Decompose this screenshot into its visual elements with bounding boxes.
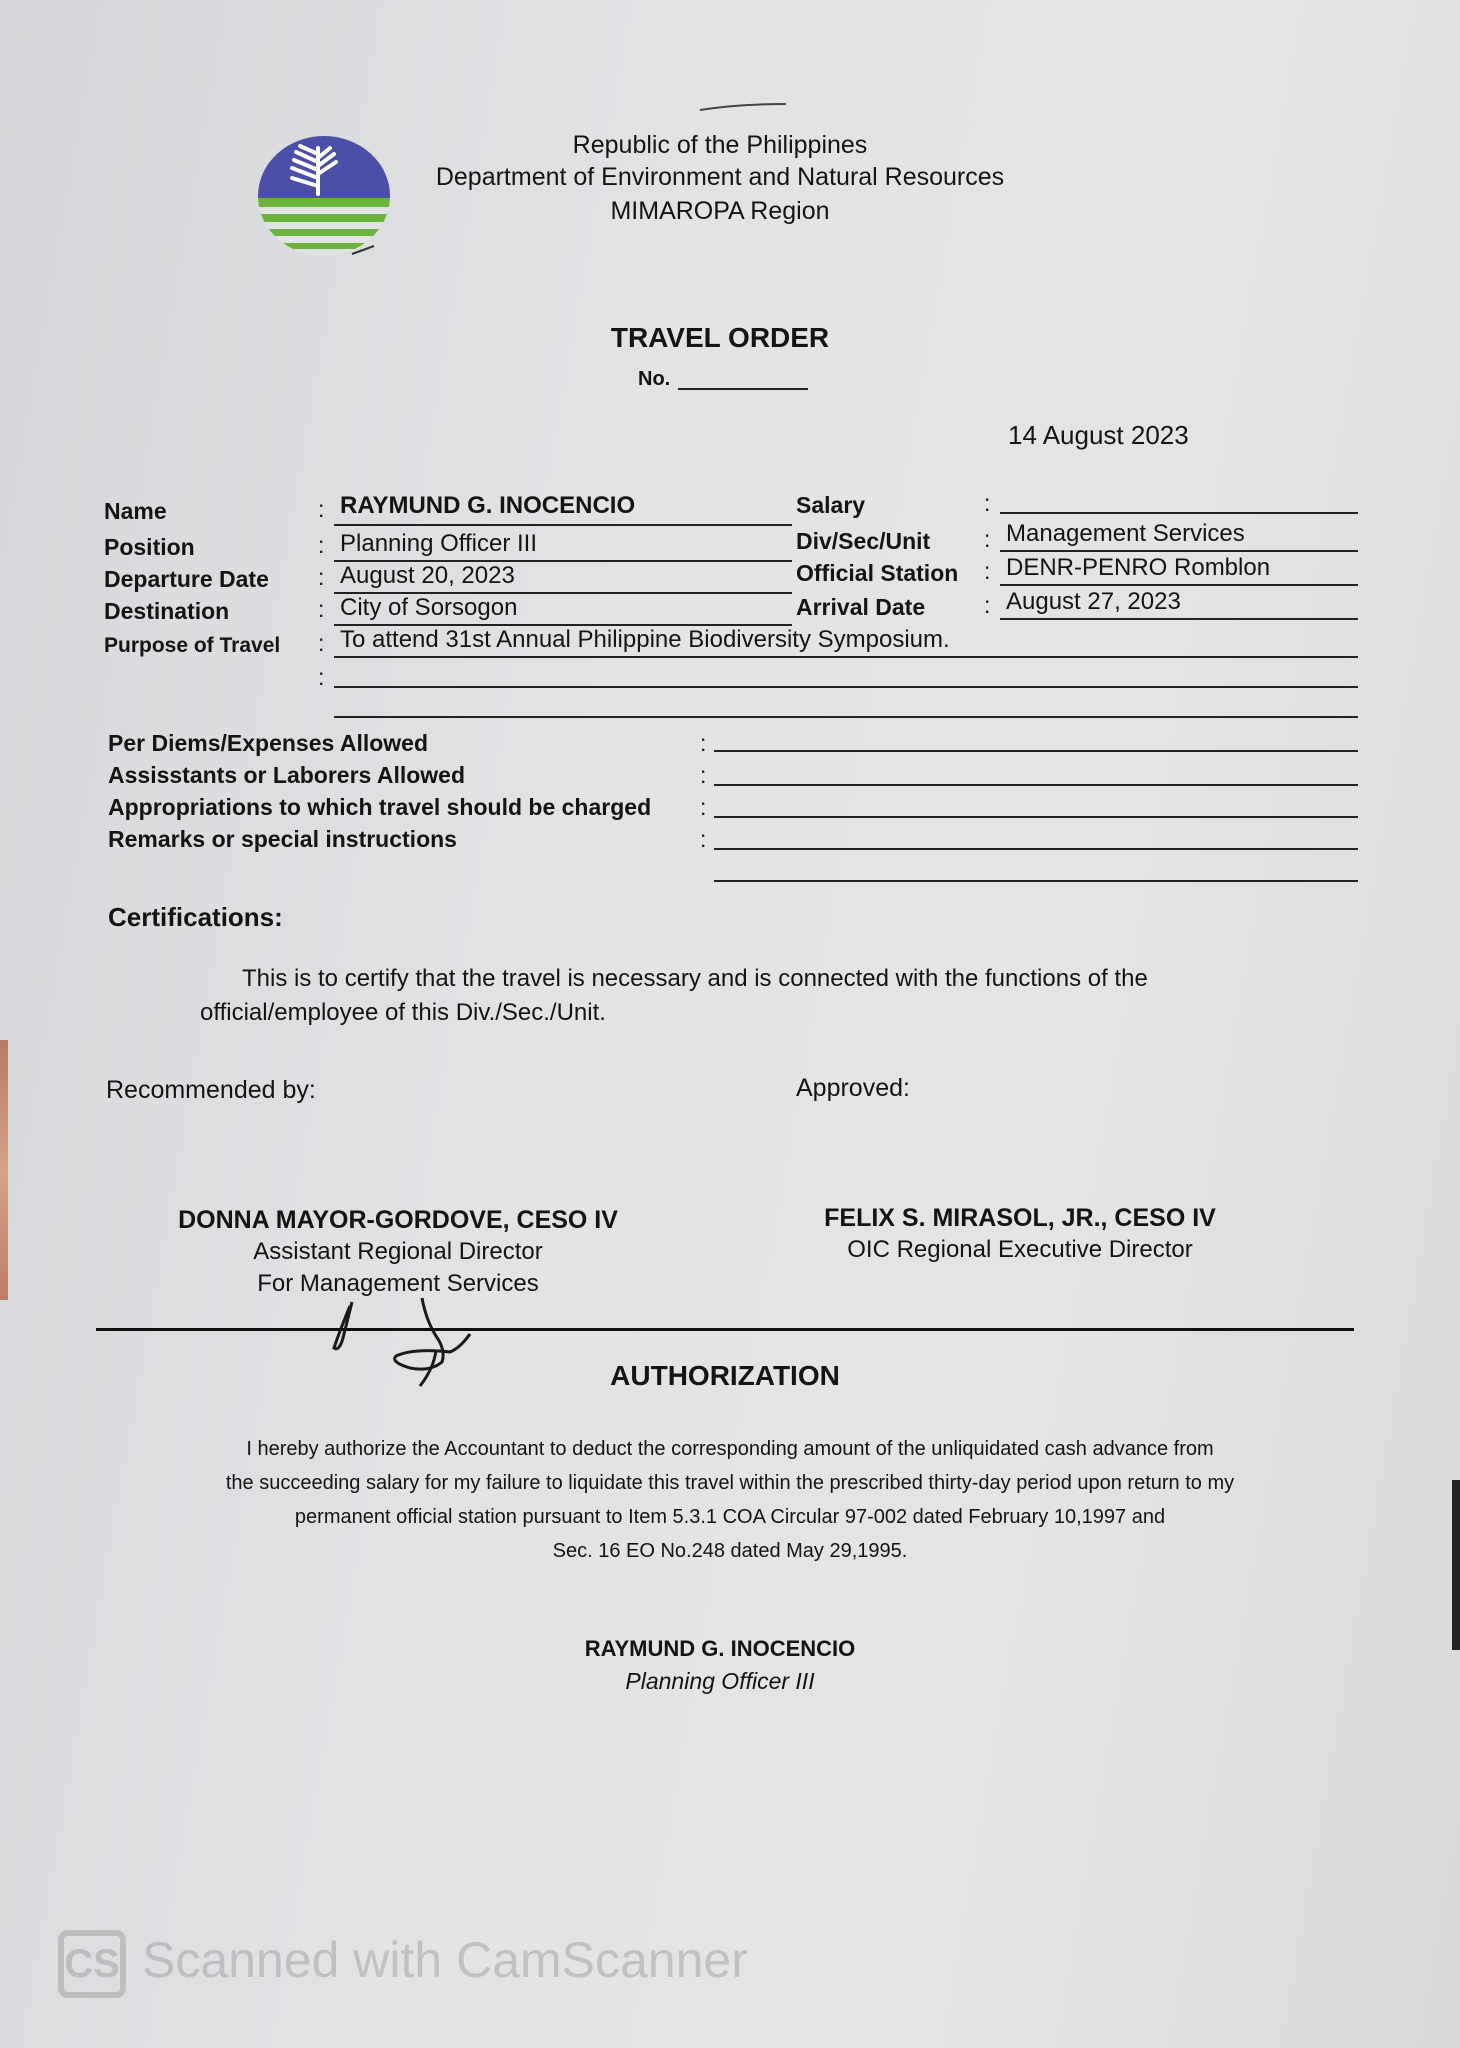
remarks-label: Remarks or special instructions <box>108 826 457 852</box>
signatory-name: RAYMUND G. INOCENCIO <box>584 1636 856 1661</box>
colon: : <box>700 826 707 852</box>
certification-line-2: official/employee of this Div./Sec./Unit. <box>200 999 606 1026</box>
page-edge-right <box>1452 1480 1460 1650</box>
per-diems-label: Per Diems/Expenses Allowed <box>108 730 429 756</box>
header-department: Department of Environment and Natural Resources <box>435 163 1005 191</box>
division-underline <box>1000 550 1358 552</box>
station-value: DENR-PENRO Romblon <box>1006 554 1271 581</box>
watermark-text: Scanned with CamScanner <box>142 1932 748 1989</box>
denr-logo-icon <box>256 134 392 258</box>
colon: : <box>700 762 707 788</box>
name-value: RAYMUND G. INOCENCIO <box>340 492 636 519</box>
colon: : <box>318 496 325 522</box>
station-underline <box>1000 584 1358 586</box>
per-diems-underline <box>714 750 1358 752</box>
division-label: Div/Sec/Unit <box>796 528 931 554</box>
approver-name: FELIX S. MIRASOL, JR., CESO IV <box>824 1204 1216 1232</box>
division-value: Management Services <box>1006 520 1245 547</box>
page-edge-left <box>0 1040 8 1300</box>
station-label: Official Station <box>796 560 959 586</box>
recommended-label: Recommended by: <box>106 1076 316 1104</box>
certification-text <box>200 962 1260 1030</box>
colon: : <box>318 564 325 590</box>
handwritten-signature-icon <box>310 1290 490 1394</box>
assistants-label: Assisstants or Laborers Allowed <box>108 762 466 788</box>
colon: : <box>318 532 325 558</box>
signatory-title: Planning Officer III <box>625 1668 815 1694</box>
document-date: 14 August 2023 <box>1008 420 1189 450</box>
arrival-label: Arrival Date <box>796 594 926 620</box>
purpose-underline-2 <box>334 686 1358 688</box>
colon: : <box>700 794 707 820</box>
appropriations-label: Appropriations to which travel should be charged <box>108 794 652 820</box>
colon: : <box>700 730 707 756</box>
departure-value: August 20, 2023 <box>340 562 515 589</box>
authorization-line-3: permanent official station pursuant to Item 5.3.1 COA Circular 97-002 dated February 10,1997 and <box>294 1506 1166 1528</box>
section-divider <box>96 1328 1354 1331</box>
authorization-line-4: Sec. 16 EO No.248 dated May 29,1995. <box>552 1540 908 1562</box>
departure-label: Departure Date <box>104 566 269 592</box>
name-underline <box>334 524 792 526</box>
destination-value: City of Sorsogon <box>340 594 518 621</box>
number-label: No. <box>638 368 671 390</box>
colon: : <box>318 664 325 690</box>
position-value: Planning Officer III <box>340 530 537 557</box>
salary-label: Salary <box>796 492 866 518</box>
header-region: MIMAROPA Region <box>610 197 830 225</box>
colon: : <box>984 526 991 552</box>
authorization-line-2: the succeeding salary for my failure to liquidate this travel within the prescribed thirty-day period upon return to my <box>225 1472 1235 1494</box>
remarks-underline-2 <box>714 880 1358 882</box>
name-label: Name <box>104 498 167 524</box>
arrival-underline <box>1000 618 1358 620</box>
position-label: Position <box>104 534 195 560</box>
camscanner-logo-icon: CS <box>58 1930 126 1998</box>
purpose-label: Purpose of Travel <box>104 634 281 657</box>
recommender-subtitle: For Management Services <box>257 1270 539 1297</box>
colon: : <box>984 592 991 618</box>
purpose-underline <box>334 656 1358 658</box>
certification-line-1: This is to certify that the travel is necessary and is connected with the functions of the <box>242 965 1148 992</box>
purpose-underline-3 <box>334 716 1358 718</box>
colon: : <box>318 630 325 656</box>
recommender-name: DONNA MAYOR-GORDOVE, CESO IV <box>178 1206 618 1234</box>
purpose-value: To attend 31st Annual Philippine Biodiversity Symposium. <box>340 626 950 653</box>
remarks-underline <box>714 848 1358 850</box>
recommender-title: Assistant Regional Director <box>253 1238 543 1265</box>
authorization-title: AUTHORIZATION <box>610 1360 840 1391</box>
camscanner-watermark <box>58 1930 748 1998</box>
approver-title: OIC Regional Executive Director <box>847 1236 1193 1263</box>
document-title: TRAVEL ORDER <box>610 322 830 353</box>
authorization-text <box>150 1432 1310 1568</box>
pen-mark-icon <box>698 98 790 118</box>
colon: : <box>318 596 325 622</box>
arrival-value: August 27, 2023 <box>1006 588 1181 615</box>
header-republic: Republic of the Philippines <box>572 131 868 159</box>
assistants-underline <box>714 784 1358 786</box>
colon: : <box>984 558 991 584</box>
appropriations-underline <box>714 816 1358 818</box>
approved-label: Approved: <box>796 1074 910 1102</box>
destination-label: Destination <box>104 598 230 624</box>
certifications-title: Certifications: <box>108 902 283 932</box>
colon: : <box>984 490 991 516</box>
number-blank-line <box>678 388 808 390</box>
salary-underline <box>1000 512 1358 514</box>
authorization-line-1: I hereby authorize the Accountant to deduct the corresponding amount of the unliquidated cash advance from <box>246 1438 1214 1460</box>
